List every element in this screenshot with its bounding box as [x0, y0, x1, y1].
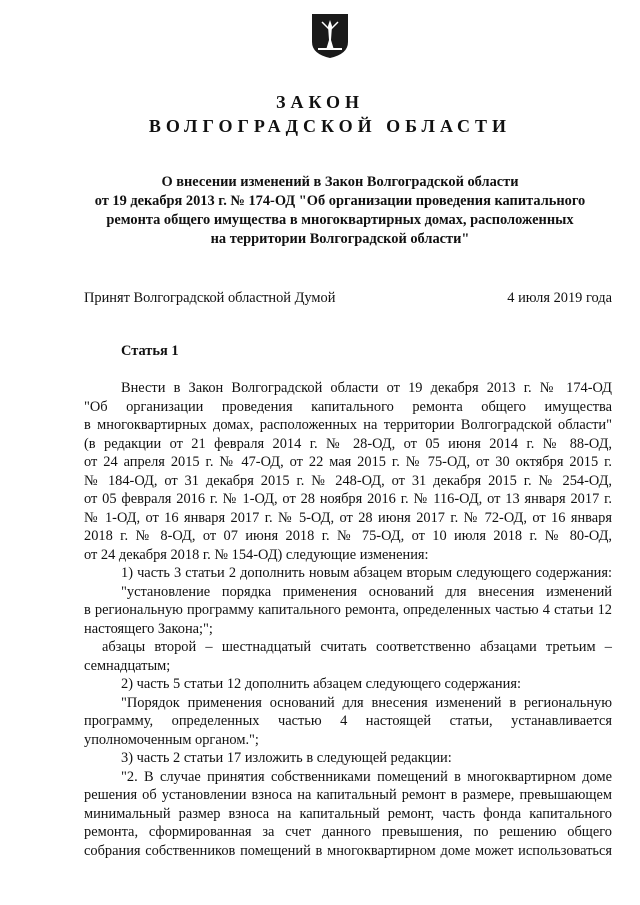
body-line: семнадцатым;: [84, 657, 171, 674]
article-title: Статья 1: [121, 343, 179, 359]
subject-line: от 19 декабря 2013 г. № 174-ОД "Об организации проведения капитального: [94, 193, 586, 209]
body-line: ремонта, сформированная за счет данного превышения, по решению общего: [84, 824, 612, 840]
volgograd-coat-of-arms-icon: [310, 12, 350, 60]
body-line: решения об установлении взноса на капитальный ремонт в размере, превышающем: [84, 787, 612, 803]
body-line: (в редакции от 21 февраля 2014 г. № 28-ОД, от 05 июня 2014 г. № 88-ОД,: [84, 435, 612, 452]
body-line: собрания собственников помещений в многоквартирном доме может использоваться: [84, 842, 612, 859]
body-line: в региональную программу капитального ремонта, определенных частью 4 статьи 12: [84, 602, 612, 618]
region-title: ВОЛГОГРАДСКОЙ ОБЛАСТИ: [148, 116, 512, 136]
body-line: "Об организации проведения капитального ремонта общего имущества: [84, 398, 612, 415]
article-body: [84, 379, 612, 860]
body-line: 3) часть 2 статьи 17 изложить в следующей редакции:: [121, 750, 452, 766]
body-line: "установление порядка применения оснований для внесения изменений: [121, 583, 612, 600]
body-line: Внести в Закон Волгоградской области от 19 декабря 2013 г. № 174-ОД: [121, 380, 612, 396]
body-line: "Порядок применения оснований для внесения изменений в региональную: [121, 694, 612, 711]
body-line: абзацы второй – шестнадцатый считать соответственно абзацами третьим –: [102, 639, 612, 655]
body-line: минимальный размер взноса на капитальный ремонт, часть фонда капитального: [84, 805, 612, 822]
subject-line: О внесении изменений в Закон Волгоградской области: [161, 174, 519, 190]
adopted-by: Принят Волгоградской областной Думой: [84, 290, 336, 306]
body-line: уполномоченным органом.";: [84, 731, 259, 748]
body-line: настоящего Закона;";: [84, 620, 213, 637]
body-line: от 05 февраля 2016 г. № 1-ОД, от 28 ноября 2016 г. № 116-ОД, от 13 января 2017 г.: [84, 491, 612, 507]
body-line: в многоквартирных домах, расположенных на территории Волгоградской области": [84, 417, 612, 433]
body-line: 2) часть 5 статьи 12 дополнить абзацем следующего содержания:: [121, 676, 521, 692]
adoption-date: 4 июля 2019 года: [507, 290, 612, 306]
body-line: № 1-ОД, от 16 января 2017 г. № 5-ОД, от 28 июня 2017 г. № 72-ОД, от 16 января: [84, 509, 612, 526]
body-line: "2. В случае принятия собственниками помещений в многоквартирном доме: [121, 768, 612, 785]
body-line: 1) часть 3 статьи 2 дополнить новым абзацем вторым следующего содержания:: [121, 565, 612, 581]
body-line: от 24 апреля 2015 г. № 47-ОД, от 22 мая 2015 г. № 75-ОД, от 30 октября 2015 г.: [84, 454, 612, 470]
body-line: от 24 декабря 2018 г. № 154-ОД) следующие изменения:: [84, 546, 429, 563]
subject-line: ремонта общего имущества в многоквартирных домах, расположенных: [106, 212, 574, 228]
body-line: № 184-ОД, от 31 декабря 2015 г. № 248-ОД, от 31 декабря 2015 г. № 254-ОД,: [84, 472, 612, 489]
body-line: программу, определенных частью 4 настоящей статьи, устанавливается: [84, 713, 612, 729]
subject-line: на территории Волгоградской области": [210, 231, 470, 247]
body-line: 2018 г. № 8-ОД, от 07 июня 2018 г. № 75-ОД, от 10 июля 2018 г. № 80-ОД,: [84, 528, 612, 544]
law-title: ЗАКОН: [275, 92, 365, 112]
law-subject: [80, 173, 600, 249]
